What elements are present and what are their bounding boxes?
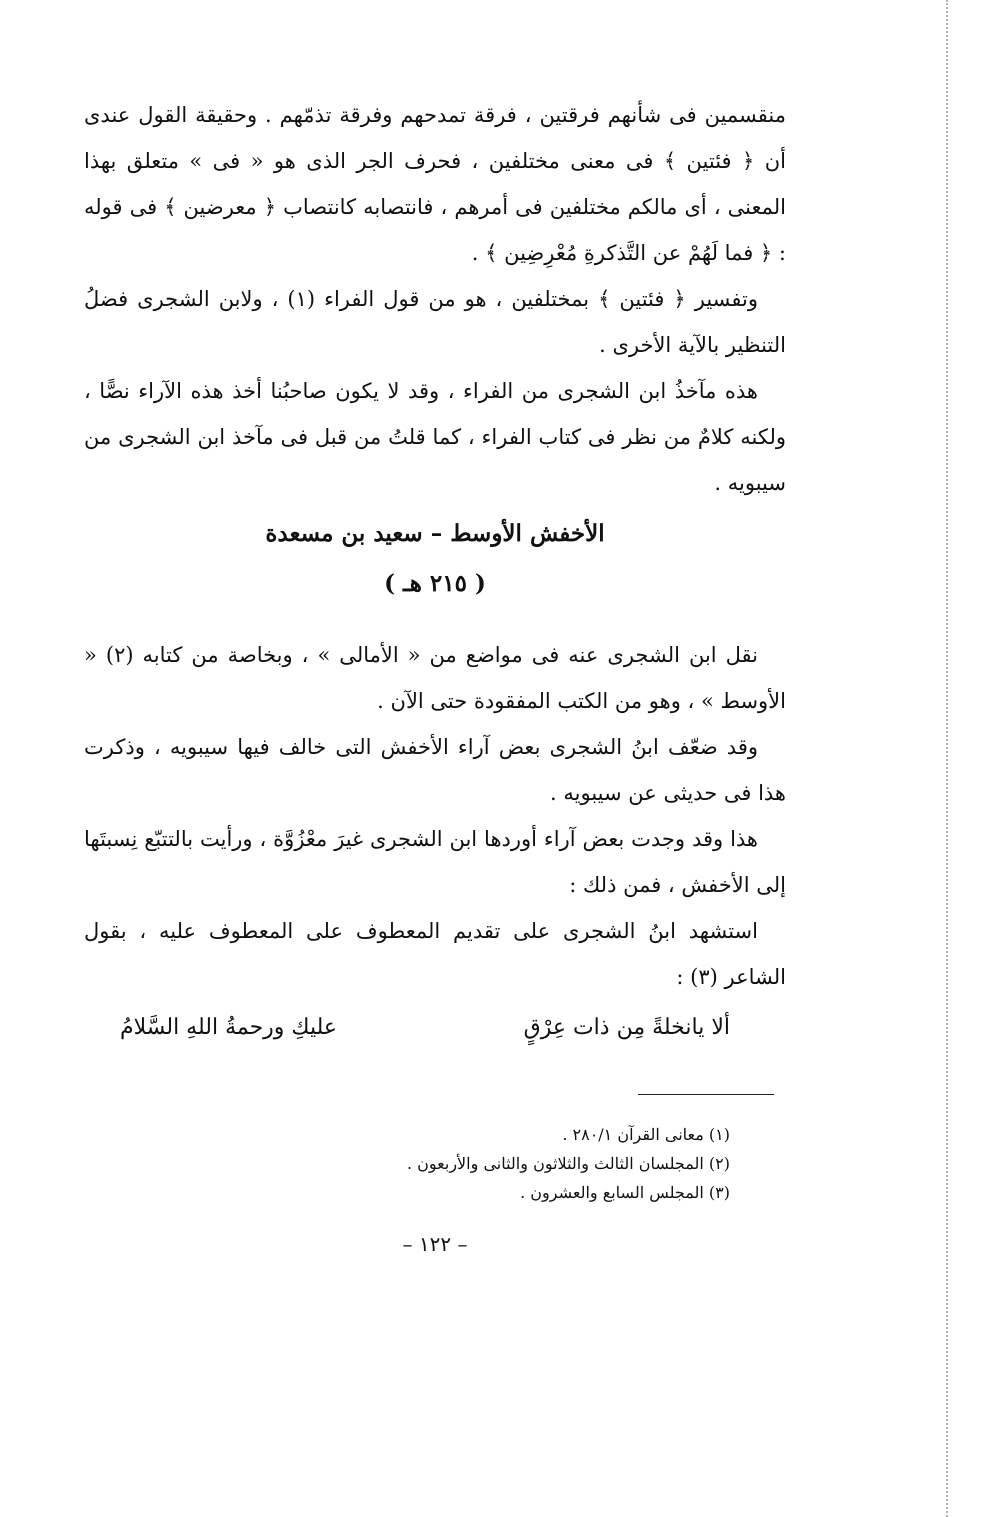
footnotes-list <box>200 1120 730 1207</box>
paragraph-6-text: هذا وقد وجدت بعض آراء أوردها ابن الشجرى غيرَ معْزُوَّة ، ورأيت بالتتبّع نِسبتَها إلى الأخفش ، فمن ذلك : <box>84 827 786 897</box>
paragraph-4-text: نقل ابن الشجرى عنه فى مواضع من « الأمالى » ، وبخاصة من كتابه (٢) « الأوسط » ، وهو من الكتب المفقودة حتى الآن . <box>84 643 786 713</box>
paragraph-5 <box>84 724 786 816</box>
paragraph-4 <box>84 632 786 724</box>
scan-edge-line <box>946 0 948 1517</box>
paragraph-6 <box>84 816 786 908</box>
verse-first-hemistich: ألا يانخلةً مِن ذات عِرْقٍ <box>523 1015 730 1040</box>
section-heading-title: الأخفش الأوسط – سعيد بن مسعدة <box>265 520 605 547</box>
paragraph-7-text: استشهد ابنُ الشجرى على تقديم المعطوف على المعطوف عليه ، بقول الشاعر (٣) : <box>84 919 786 989</box>
paragraph-1: منقسمين فى شأنهم فرقتين ، فرقة تمدحهم وفرقة تذمّهم . وحقيقة القول عندى أن ﴿ فئتين ﴾ فى معنى مختلفين ، فحرف الجر الذى هو « فى » متعلق بهذا المعنى ، أى مالكم مختلفين فى أمرهم ، فانتصابه كانتصاب ﴿ معرضين ﴾ فى قوله : ﴿ فما لَهُمْ عن التَّذكرةِ مُعْرِضِين ﴾ . <box>84 103 786 265</box>
paragraph-7 <box>84 908 786 1000</box>
paragraph-3-text: هذه مآخذُ ابن الشجرى من الفراء ، وقد لا يكون صاحبُنا أخذ هذه الآراء نصًّا ، ولكنه كلامٌ من نظر فى كتاب الفراء ، كما قلتُ من قبل فى مآخذ ابن الشجرى من سيبويه . <box>84 379 786 495</box>
footnote-separator <box>638 1094 774 1095</box>
poetry-verse <box>120 1004 730 1052</box>
paragraph-2 <box>84 276 786 368</box>
footnote-1: (١) معانى القرآن ٢٨٠/١ . <box>562 1125 730 1144</box>
paragraph-5-text: وقد ضعّف ابنُ الشجرى بعض آراء الأخفش التى خالف فيها سيبويه ، وذكرت هذا فى حديثى عن سيبويه . <box>84 735 786 805</box>
section-heading-date: ( ٢١٥ هـ ) <box>384 570 486 597</box>
paragraph-3 <box>84 368 786 506</box>
verse-second-hemistich: عليكِ ورحمةُ اللهِ السَّلامُ <box>120 1015 338 1040</box>
footnote-3: (٣) المجلس السابع والعشرون . <box>520 1183 730 1202</box>
page-number: – ١٢٢ – <box>402 1232 468 1256</box>
paragraph-2-text: وتفسير ﴿ فئتين ﴾ بمختلفين ، هو من قول الفراء (١) ، ولابن الشجرى فضلُ التنظير بالآية الأخرى . <box>84 287 786 357</box>
footnote-2: (٢) المجلسان الثالث والثلاثون والثانى والأربعون . <box>406 1154 730 1173</box>
